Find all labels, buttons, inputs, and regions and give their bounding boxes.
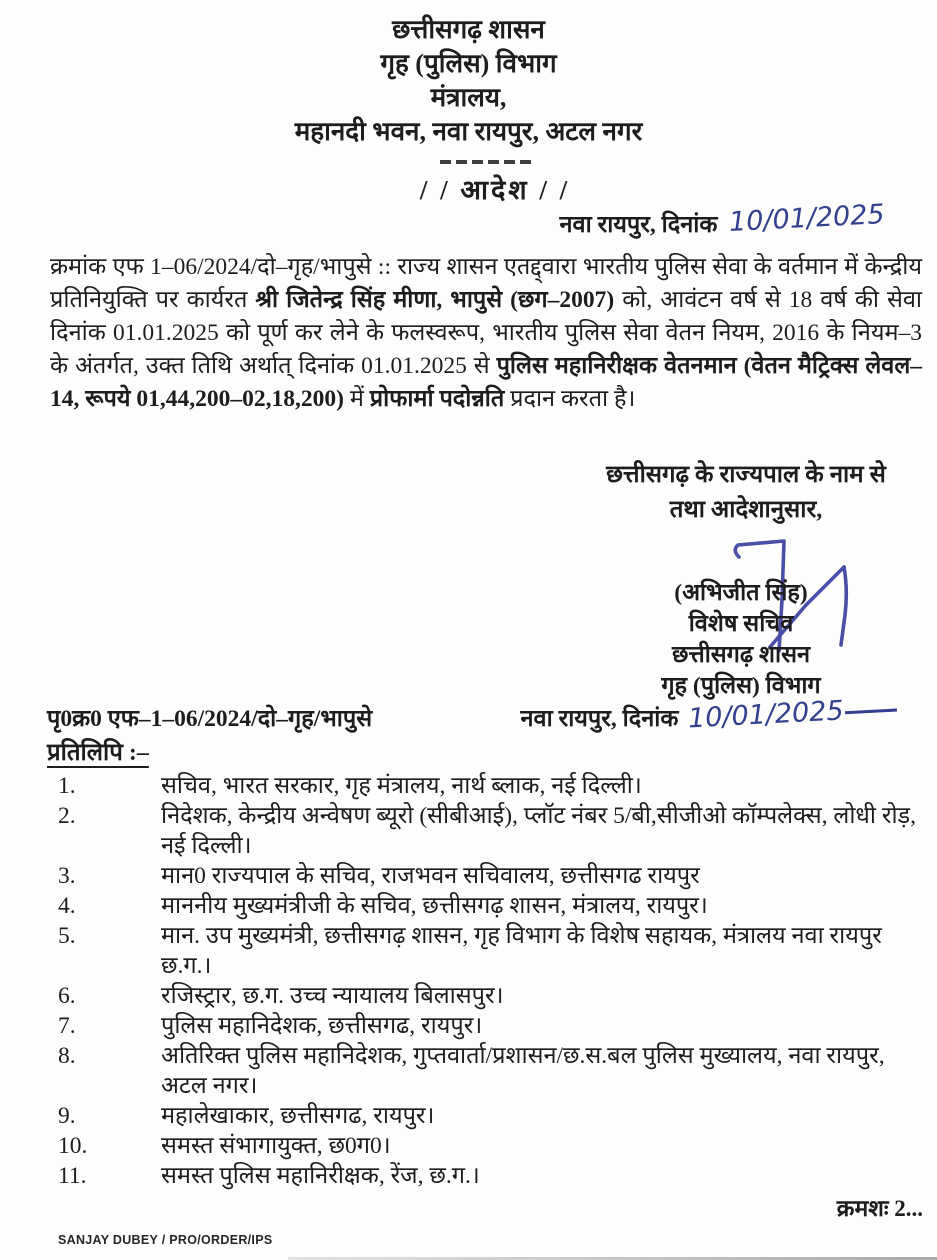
order-body-paragraph [50,251,922,416]
officer-name: श्री जितेन्द्र सिंह मीणा, भापुसे (छग–2007) [255,287,615,313]
copy-row [58,1161,922,1191]
letterhead-govt: छत्तीसगढ़ शासन [392,15,545,44]
header-divider [440,160,536,164]
signatory-block [592,578,890,702]
copy-text: अतिरिक्त पुलिस महानिदेशक, गुप्तवार्ता/प्रशासन/छ.स.बल पुलिस मुख्यालय, नवा रायपुर, अटल नगर। [161,1043,885,1099]
by-order-line2: तथा आदेशानुसार, [669,497,823,523]
endorsement-handwritten-date: 10/01/2025 [688,695,898,733]
copy-number: 3. [58,863,76,889]
copy-number: 4. [58,893,76,919]
copy-number: 5. [58,923,76,949]
copy-number: 9. [58,1103,76,1129]
copy-text: सचिव, भारत सरकार, गृह मंत्रालय, नार्थ ब्लाक, नई दिल्ली। [161,773,642,799]
signatory-name: (अभिजीत सिंह) [674,580,808,606]
copy-text: पुलिस महानिदेशक, छत्तीसगढ, रायपुर। [161,1013,483,1039]
copy-row [58,981,922,1011]
endorsement-date-printed: नवा रायपुर, दिनांक [520,706,679,732]
copy-row [58,891,922,921]
signatory-govt: छत्तीसगढ़ शासन [671,642,810,668]
distribution-list [58,771,922,1191]
dateline [559,198,886,239]
dateline-handwritten-date: 10/01/2025 [728,198,886,239]
order-heading: / / आदेश / / [419,175,571,205]
copy-row [58,1101,922,1131]
copy-number: 6. [58,983,76,1009]
copy-number: 8. [58,1043,76,1069]
endorsement-dateline [520,695,897,735]
copy-row [58,921,922,981]
copy-row [58,1011,922,1041]
copy-row [58,1131,922,1161]
copy-row [58,801,922,861]
copy-text: माननीय मुख्यमंत्रीजी के सचिव, छत्तीसगढ़ शासन, मंत्रालय, रायपुर। [161,893,708,919]
proforma-promotion: प्रोफार्मा पदोन्नति [369,386,505,412]
by-order-block [560,458,932,528]
endorsement-row [47,695,897,735]
para-seg1: क्रमांक एफ 1–06/2024/दो–गृह/भापुसे :: राज्य शासन एतद्द्वारा भारतीय पुलिस सेवा के वर्तमान में केन्द्रीय प्रतिनियुक्ति पर कार्यरत [50,254,922,313]
copy-row [58,861,922,891]
letterhead-address: महानदी भवन, नवा रायपुर, अटल नगर [294,117,643,146]
copy-text: महालेखाकार, छत्तीसगढ, रायपुर। [161,1103,435,1129]
copy-text: मान0 राज्यपाल के सचिव, राजभवन सचिवालय, छत्तीसगढ रायपुर [161,863,700,889]
signatory-designation: विशेष सचिव [688,611,794,637]
para-seg3: को, आवंटन वर्ष से 18 वर्ष की सेवा दिनांक 01.01.2025 को पूर्ण कर लेने के फलस्वरूप, भारतीय पुलिस सेवा वेतन नियम, 2016 के नियम–3 के अंतर्गत, उक्त तिथि अर्थात् दिनांक 01.01.2025 से [50,287,922,379]
copy-row [58,1041,922,1101]
para-seg5: में [343,386,370,412]
by-order-line1: छत्तीसगढ़ के राज्यपाल के नाम से [606,462,886,488]
copy-text: रजिस्ट्रार, छ.ग. उच्च न्यायालय बिलासपुर। [161,983,504,1009]
copy-number: 11. [58,1163,87,1189]
pay-scale: पुलिस महानिरीक्षक वेतनमान (वेतन मैट्रिक्स लेवल–14, रूपये 01,44,200–02,18,200) [50,353,922,412]
letterhead-department: गृह (पुलिस) विभाग [380,49,557,78]
footer-reference: SANJAY DUBEY / PRO/ORDER/IPS [58,1233,273,1247]
copy-number: 2. [58,803,76,829]
copy-number: 10. [58,1133,88,1159]
copy-number: 1. [58,773,76,799]
endorsement-number: पृ0क्र0 एफ–1–06/2024/दो–गृह/भापुसे [47,706,373,732]
copy-to-label: प्रतिलिपि :– [47,740,149,766]
copy-text: समस्त संभागायुक्त, छ0ग0। [161,1133,391,1159]
letterhead [0,13,937,149]
copy-text: निदेशक, केन्द्रीय अन्वेषण ब्यूरो (सीबीआई), प्लॉट नंबर 5/बी,सीजीओ कॉम्पलेक्स, लोधी रोड़, नई दिल्ली। [161,803,916,859]
copy-number: 7. [58,1013,76,1039]
para-seg7: प्रदान करता है। [504,386,636,412]
dateline-printed: नवा रायपुर, दिनांक [559,212,718,238]
copy-row [58,771,922,801]
signatory-dept: गृह (पुलिस) विभाग [661,673,821,699]
copy-text: मान. उप मुख्यमंत्री, छत्तीसगढ़ शासन, गृह विभाग के विशेष सहायक, मंत्रालय नवा रायपुर छ.ग.। [161,923,882,979]
copy-text: समस्त पुलिस महानिरीक्षक, रेंज, छ.ग.। [161,1163,480,1189]
letterhead-ministry: मंत्रालय, [430,83,507,112]
continuation-marker: क्रमशः 2... [836,1196,923,1221]
